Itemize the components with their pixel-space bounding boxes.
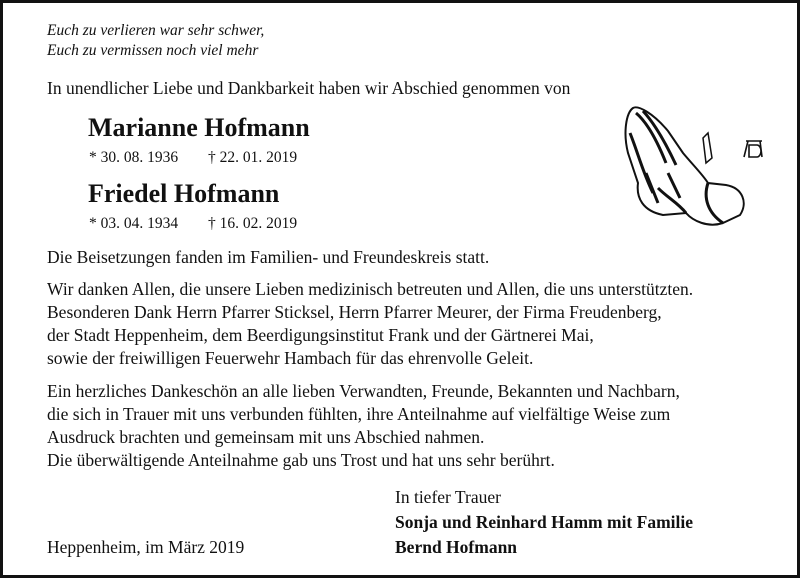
praying-hands-icon bbox=[608, 103, 773, 228]
motto-line: Euch zu vermissen noch viel mehr bbox=[47, 42, 259, 59]
motto-line: Euch zu verlieren war sehr schwer, bbox=[47, 22, 265, 39]
thanks-line: die sich in Trauer mit uns verbunden fühlten, ihre Anteilnahme auf vielfältige Weise zum bbox=[47, 404, 671, 424]
death-date: † 22. 01. 2019 bbox=[208, 149, 298, 166]
signature-name: Sonja und Reinhard Hamm mit Familie bbox=[395, 512, 694, 532]
signature-name: Bernd Hofmann bbox=[395, 537, 518, 557]
signature-lead: In tiefer Trauer bbox=[395, 487, 501, 507]
death-date: † 16. 02. 2019 bbox=[208, 215, 298, 232]
deceased-name: Marianne Hofmann bbox=[88, 113, 310, 142]
thanks-line: Ausdruck brachten und gemeinsam mit uns Abschied nahmen. bbox=[47, 427, 485, 447]
thanks-line: der Stadt Heppenheim, dem Beerdigungsinstitut Frank und der Gärtnerei Mai, bbox=[47, 325, 594, 345]
monogram-icon bbox=[744, 141, 762, 157]
thanks-line: Die überwältigende Anteilnahme gab uns Trost und hat uns sehr berührt. bbox=[47, 450, 555, 470]
intro-text: In unendlicher Liebe und Dankbarkeit haben wir Abschied genommen von bbox=[47, 78, 571, 98]
burial-text: Die Beisetzungen fanden im Familien- und Freundeskreis statt. bbox=[47, 247, 490, 267]
birth-date: * 30. 08. 1936 bbox=[89, 149, 179, 166]
thanks-line: Wir danken Allen, die unsere Lieben medizinisch betreuten und Allen, die uns unterstützten. bbox=[47, 279, 694, 299]
thanks-line: Ein herzliches Dankeschön an alle lieben Verwandten, Freunde, Bekannten und Nachbarn, bbox=[47, 381, 680, 401]
place-date: Heppenheim, im März 2019 bbox=[47, 537, 245, 557]
thanks-line: sowie der freiwilligen Feuerwehr Hambach für das ehrenvolle Geleit. bbox=[47, 348, 534, 368]
deceased-name: Friedel Hofmann bbox=[88, 179, 280, 208]
thanks-line: Besonderen Dank Herrn Pfarrer Sticksel, Herrn Pfarrer Meurer, der Firma Freudenberg, bbox=[47, 302, 662, 322]
birth-date: * 03. 04. 1934 bbox=[89, 215, 179, 232]
